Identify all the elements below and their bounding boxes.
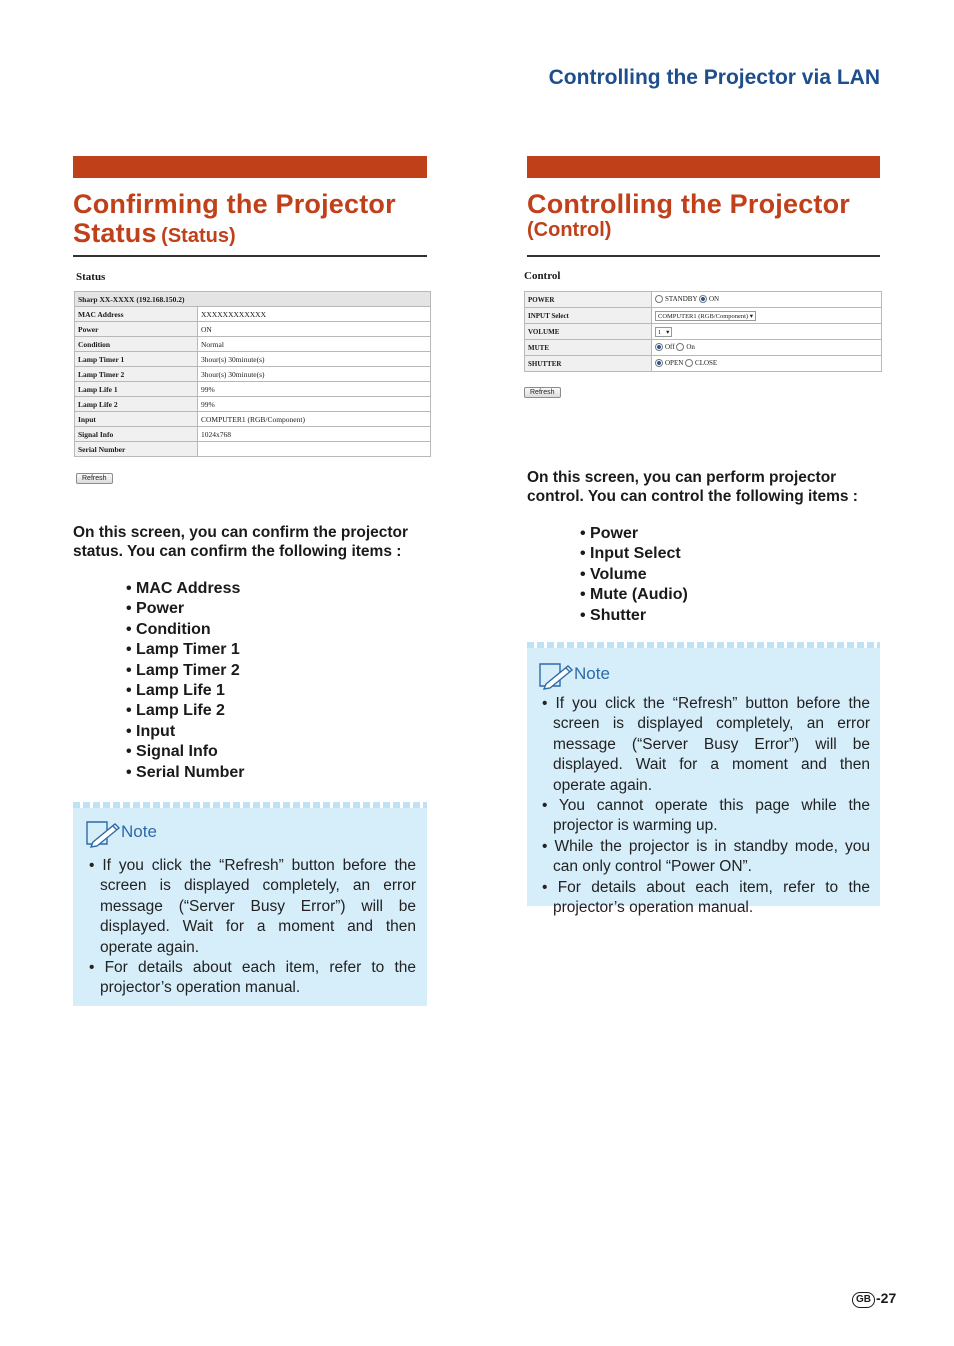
heading-line-2: Status [73, 218, 157, 248]
list-item: • Serial Number [126, 763, 426, 783]
status-screenshot [74, 270, 432, 485]
note-list [542, 694, 870, 918]
heading-subtitle: (Status) [161, 225, 236, 247]
radio-mute-off[interactable] [655, 343, 663, 351]
section-heading-control [527, 190, 887, 242]
volume-dropdown[interactable]: 1 ▾ [655, 327, 672, 337]
radio-on[interactable] [699, 295, 707, 303]
table-row: Lamp Timer 2 3hour(s) 30minute(s) [75, 367, 431, 382]
list-item: • Lamp Life 2 [126, 701, 426, 721]
heading-rule [73, 255, 427, 257]
list-item: • Input Select [580, 544, 870, 564]
heading-rule [527, 255, 880, 257]
note-box [73, 802, 427, 1006]
status-table [74, 291, 431, 457]
table-row: INPUT Select COMPUTER1 (RGB/Component) ▾ [525, 308, 882, 324]
table-row: Signal Info 1024x768 [75, 427, 431, 442]
list-item: • Lamp Timer 2 [126, 661, 426, 681]
table-row: Lamp Timer 1 3hour(s) 30minute(s) [75, 352, 431, 367]
intro-text: On this screen, you can perform projector control. You can control the following items : [527, 469, 858, 505]
section-color-bar [527, 156, 880, 178]
bullet-list [580, 524, 870, 626]
control-screenshot [524, 269, 884, 399]
pencil-note-icon [538, 660, 574, 690]
chevron-down-icon: ▾ [749, 312, 753, 320]
note-item: • For details about each item, refer to the projector’s operation manual. [89, 958, 416, 999]
list-item: • MAC Address [126, 579, 426, 599]
region-badge: GB [852, 1292, 875, 1308]
note-item: • You cannot operate this page while the projector is warming up. [542, 796, 870, 837]
intro-text: On this screen, you can confirm the projector status. You can confirm the following items : [73, 524, 409, 560]
chevron-down-icon: ▾ [666, 328, 670, 336]
radio-standby[interactable] [655, 295, 663, 303]
list-item: • Lamp Life 1 [126, 681, 426, 701]
heading-subtitle: (Control) [527, 219, 612, 241]
list-item: • Volume [580, 565, 870, 585]
note-item: • While the projector is in standby mode, you can only control “Power ON”. [542, 837, 870, 878]
table-row: Condition Normal [75, 337, 431, 352]
input-select-dropdown[interactable]: COMPUTER1 (RGB/Component) ▾ [655, 311, 756, 321]
note-item: • If you click the “Refresh” button before the screen is displayed completely, an error message (“Server Busy Error”) will be displayed. Wait for a moment and then operate again. [89, 856, 416, 958]
bullet-list [126, 579, 426, 783]
list-item: • Power [126, 599, 426, 619]
table-row: VOLUME 1 ▾ [525, 324, 882, 340]
note-item: • If you click the “Refresh” button before the screen is displayed completely, an error message (“Server Busy Error”) will be displayed. Wait for a moment and then operate again. [542, 694, 870, 796]
screenshot-title: Status [76, 271, 106, 283]
table-row: Serial Number [75, 442, 431, 457]
list-item: • Shutter [580, 606, 870, 626]
note-label: Note [574, 664, 610, 684]
table-row: POWER STANDBY ON [525, 292, 882, 308]
list-item: • Lamp Timer 1 [126, 640, 426, 660]
radio-mute-on[interactable] [676, 343, 684, 351]
note-dotted-border [527, 642, 880, 648]
heading-line-1: Confirming the Projector [73, 189, 396, 219]
refresh-button[interactable]: Refresh [524, 387, 561, 398]
pencil-note-icon [85, 818, 121, 848]
control-table [524, 291, 882, 372]
heading-line-1: Controlling the Projector [527, 189, 851, 219]
table-row: MAC Address XXXXXXXXXXXX [75, 307, 431, 322]
radio-shutter-close[interactable] [685, 359, 693, 367]
list-item: • Condition [126, 620, 426, 640]
page-number: GB -27 [852, 1290, 896, 1309]
refresh-button[interactable]: Refresh [76, 473, 113, 484]
list-item: • Input [126, 722, 426, 742]
list-item: • Signal Info [126, 742, 426, 762]
status-table-header: Sharp XX-XXXX (192.168.150.2) [75, 292, 431, 307]
table-row: Lamp Life 2 99% [75, 397, 431, 412]
list-item: • Mute (Audio) [580, 585, 870, 605]
note-box [527, 642, 880, 917]
section-color-bar [73, 156, 427, 178]
table-row: Lamp Life 1 99% [75, 382, 431, 397]
note-list [89, 856, 416, 999]
screenshot-title: Control [524, 270, 561, 282]
running-header: Controlling the Projector via LAN [548, 66, 880, 89]
section-heading-status [73, 190, 427, 248]
note-dotted-border [73, 802, 427, 808]
table-row: Power ON [75, 322, 431, 337]
table-row: MUTE Off On [525, 340, 882, 356]
table-row: SHUTTER OPEN CLOSE [525, 356, 882, 372]
table-row: Input COMPUTER1 (RGB/Component) [75, 412, 431, 427]
list-item: • Power [580, 524, 870, 544]
radio-shutter-open[interactable] [655, 359, 663, 367]
note-item: • For details about each item, refer to the projector’s operation manual. [542, 878, 870, 919]
note-label: Note [121, 822, 157, 842]
